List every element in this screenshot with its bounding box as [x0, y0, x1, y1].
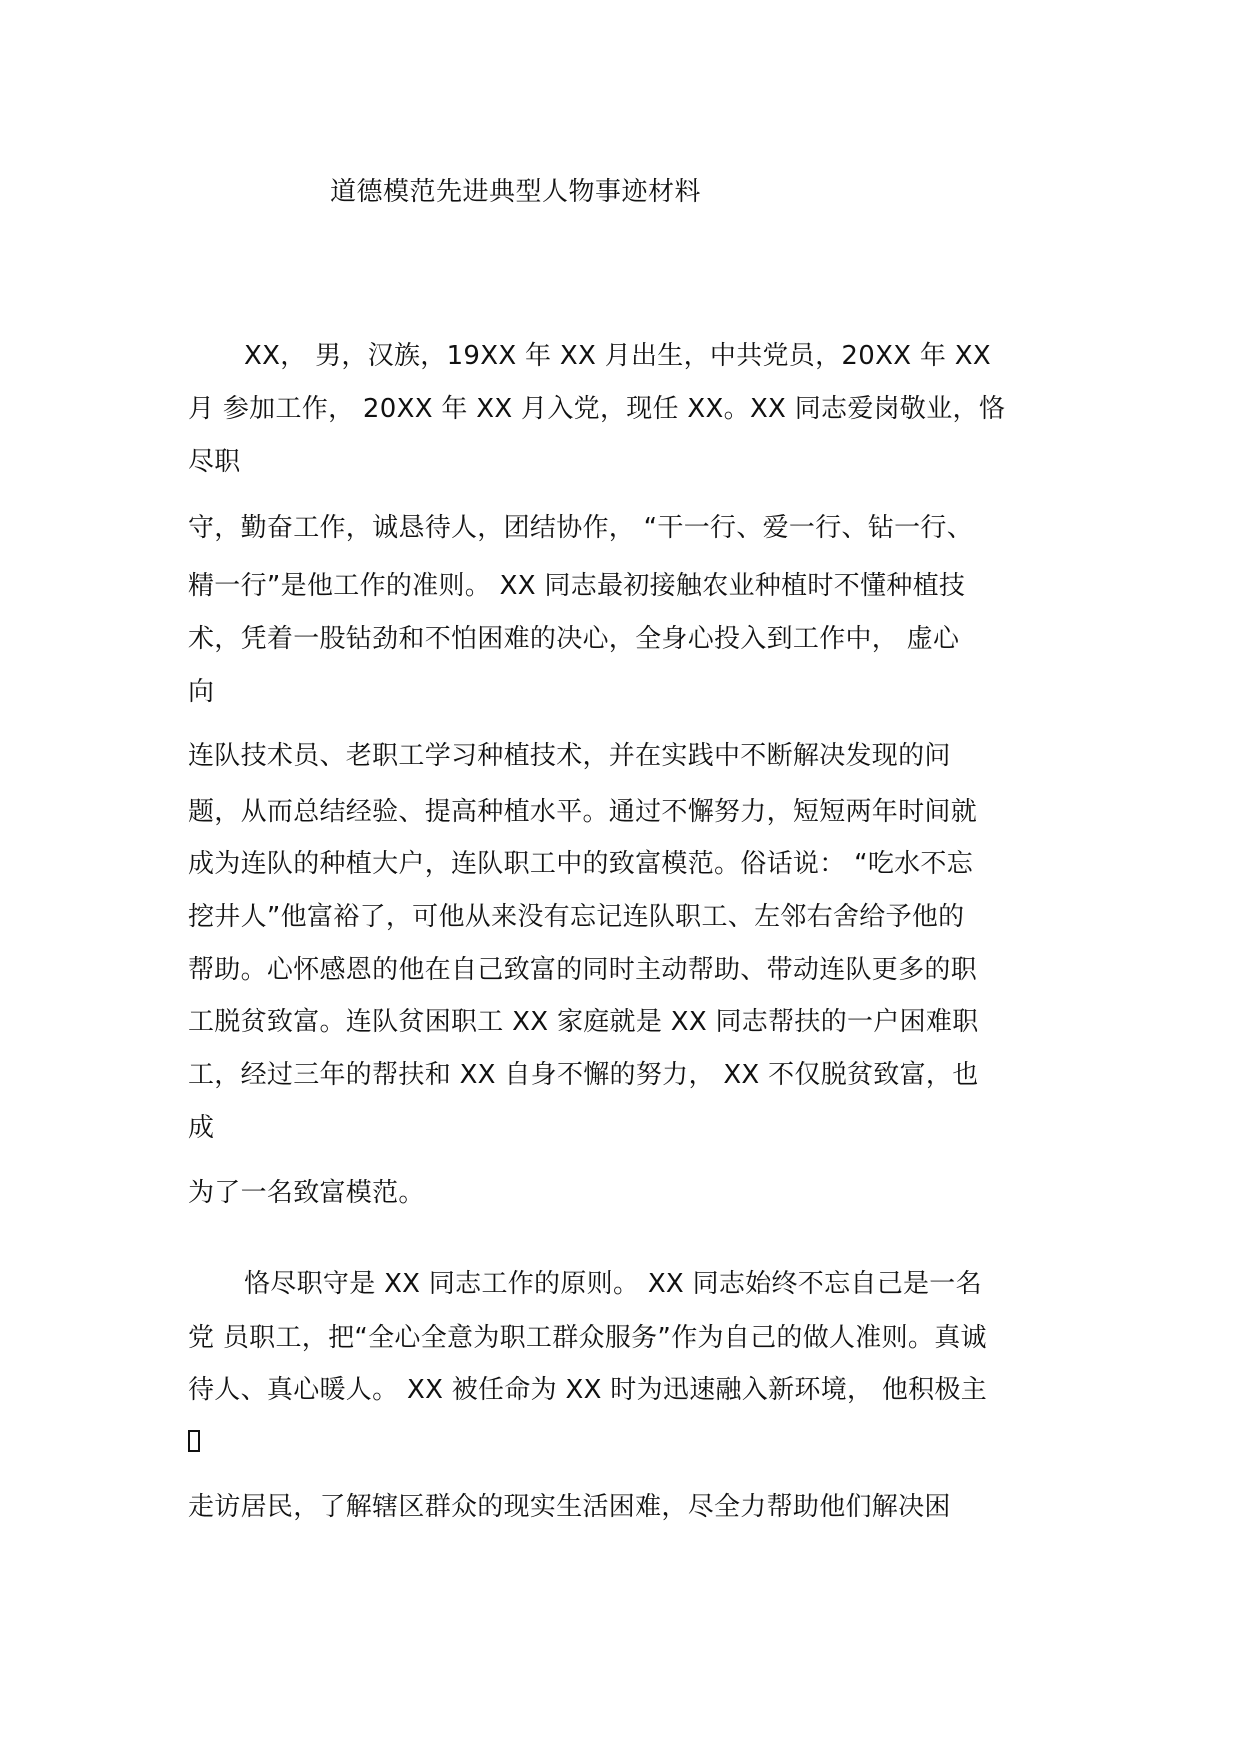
paragraph-line: 工脱贫致富。连队贫困职工 XX 家庭就是 XX 同志帮扶的一户困难职	[188, 1007, 979, 1037]
paragraph-line: 精一行”是他工作的准则。 XX 同志最初接触农业种植时不懂种植技	[188, 571, 966, 601]
paragraph-line: 待人、真心暖人。 XX 被任命为 XX 时为迅速融入新环境， 他积极主	[188, 1375, 988, 1405]
paragraph-line: 题，从而总结经验、提高种植水平。通过不懈努力，短短两年时间就	[188, 797, 978, 827]
paragraph-line: 连队技术员、老职工学习种植技术，并在实践中不断解决发现的问	[188, 741, 951, 771]
paragraph-line: 走访居民，了解辖区群众的现实生活困难，尽全力帮助他们解决困	[188, 1492, 951, 1522]
paragraph-line: 恪尽职守是 XX 同志工作的原则。 XX 同志始终不忘自己是一名	[244, 1269, 982, 1299]
paragraph-line: 术，凭着一股钻劲和不怕困难的决心，全身心投入到工作中， 虚心	[188, 624, 960, 654]
paragraph-line: 为了一名致富模范。	[188, 1178, 425, 1208]
missing-glyph-line	[188, 1422, 200, 1462]
paragraph-line: 挖井人”他富裕了，可他从来没有忘记连队职工、左邻右舍给予他的	[188, 902, 965, 932]
paragraph-line: 月 参加工作， 20XX 年 XX 月入党，现任 XX。XX 同志爱岗敬业，恪	[188, 394, 1006, 424]
paragraph-line: 党 员职工，把“全心全意为职工群众服务”作为自己的做人准则。真诚	[188, 1323, 987, 1353]
paragraph-line: 守，勤奋工作，诚恳待人，团结协作， “干一行、爱一行、钻一行、	[188, 513, 974, 543]
paragraph-line: XX， 男，汉族，19XX 年 XX 月出生，中共党员，20XX 年 XX	[244, 341, 991, 371]
paragraph-line: 向	[188, 677, 215, 707]
missing-glyph-icon	[188, 1430, 200, 1452]
paragraph-line: 成	[188, 1113, 215, 1143]
paragraph-line: 帮助。心怀感恩的他在自己致富的同时主动帮助、带动连队更多的职	[188, 955, 978, 985]
paragraph-line: 工，经过三年的帮扶和 XX 自身不懈的努力， XX 不仅脱贫致富，也	[188, 1060, 979, 1090]
document-title: 道德模范先进典型人物事迹材料	[330, 177, 702, 207]
paragraph-line: 成为连队的种植大户，连队职工中的致富模范。俗话说： “吃水不忘	[188, 849, 974, 879]
paragraph-line: 尽职	[188, 447, 241, 477]
